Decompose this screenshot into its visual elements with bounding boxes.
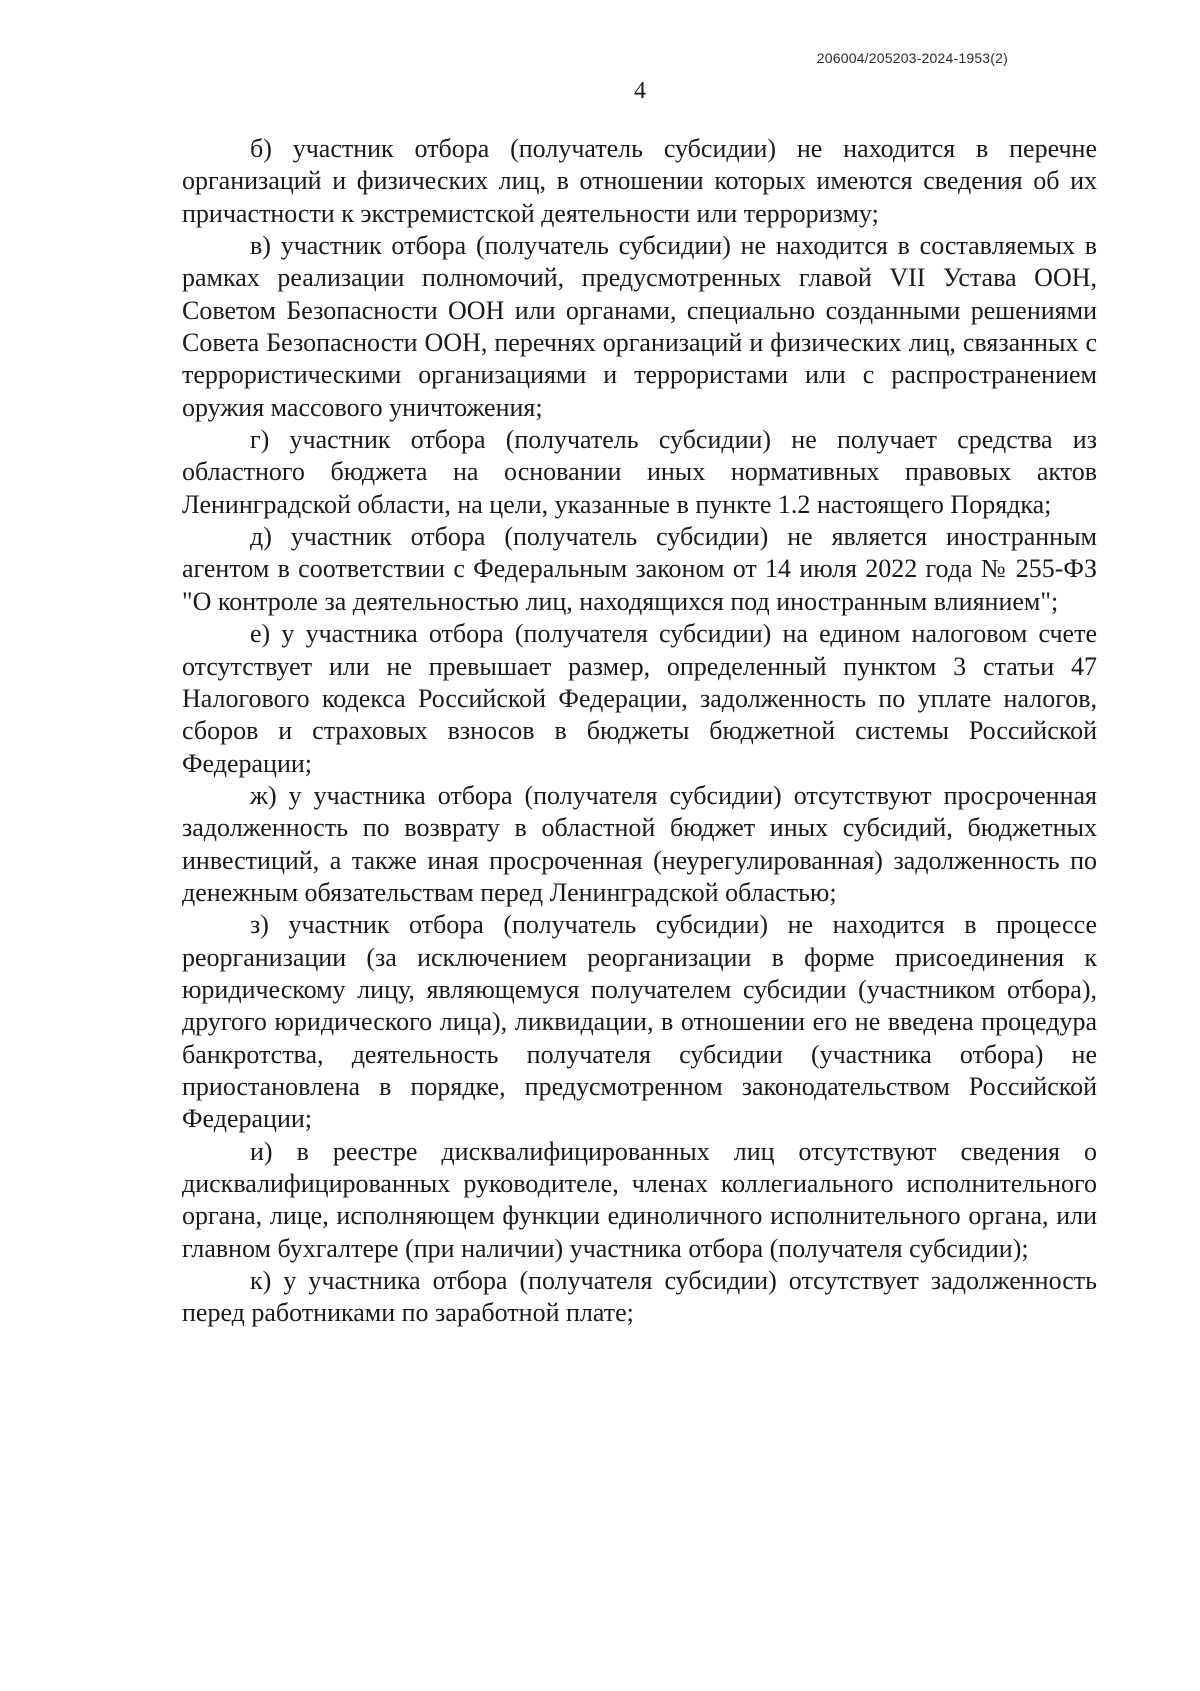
paragraph-z: з) участник отбора (получатель субсидии) не находится в процессе реорганизации (за исключением реорганизации в форме присоединения к юридическому лицу, являющемуся получателем субсидии (участником отбора), другого юридического лица), ликвидации, в отношении его не введена процедура банкротства, деятельность получателя субсидии (участника отбора) не приостановлена в порядке, предусмотренном законодательством Российской Федерации; xyxy=(182,910,1097,1134)
page-number: 4 xyxy=(634,78,646,104)
document-body xyxy=(182,133,1097,1330)
paragraph-d: д) участник отбора (получатель субсидии) не является иностранным агентом в соответствии с Федеральным законом от 14 июля 2022 года № 255-ФЗ "О контроле за деятельностью лиц, находящихся под иностранным влиянием"; xyxy=(182,522,1097,616)
paragraph-e: е) у участника отбора (получателя субсидии) на едином налоговом счете отсутствует или не превышает размер, определенный пунктом 3 статьи 47 Налогового кодекса Российской Федерации, задолженность по уплате налогов, сборов и страховых взносов в бюджеты бюджетной системы Российской Федерации; xyxy=(182,619,1097,778)
document-id: 206004/205203-2024-1953(2) xyxy=(816,50,1008,66)
paragraph-v: в) участник отбора (получатель субсидии) не находится в составляемых в рамках реализации полномочий, предусмотренных главой VII Устава ООН, Советом Безопасности ООН или органами, специально созданными решениями Совета Безопасности ООН, перечнях организаций и физических лиц, связанных с террористическими организациями и террористами или с распространением оружия массового уничтожения; xyxy=(182,231,1097,422)
paragraph-g: г) участник отбора (получатель субсидии) не получает средства из областного бюджета на основании иных нормативных правовых актов Ленинградской области, на цели, указанные в пункте 1.2 настоящего Порядка; xyxy=(182,425,1097,519)
paragraph-k: к) у участника отбора (получателя субсидии) отсутствует задолженность перед работниками по заработной плате; xyxy=(182,1266,1097,1328)
paragraph-i: и) в реестре дисквалифицированных лиц отсутствуют сведения о дисквалифицированных руководителе, членах коллегиального исполнительного органа, лице, исполняющем функции единоличного исполнительного органа, или главном бухгалтере (при наличии) участника отбора (получателя субсидии); xyxy=(182,1136,1097,1263)
paragraph-b: б) участник отбора (получатель субсидии) не находится в перечне организаций и физических лиц, в отношении которых имеются сведения об их причастности к экстремистской деятельности или терроризму; xyxy=(182,134,1097,228)
paragraph-zh: ж) у участника отбора (получателя субсидии) отсутствуют просроченная задолженность по возврату в областной бюджет иных субсидий, бюджетных инвестиций, а также иная просроченная (неурегулированная) задолженность по денежным обязательствам перед Ленинградской областью; xyxy=(182,780,1097,907)
